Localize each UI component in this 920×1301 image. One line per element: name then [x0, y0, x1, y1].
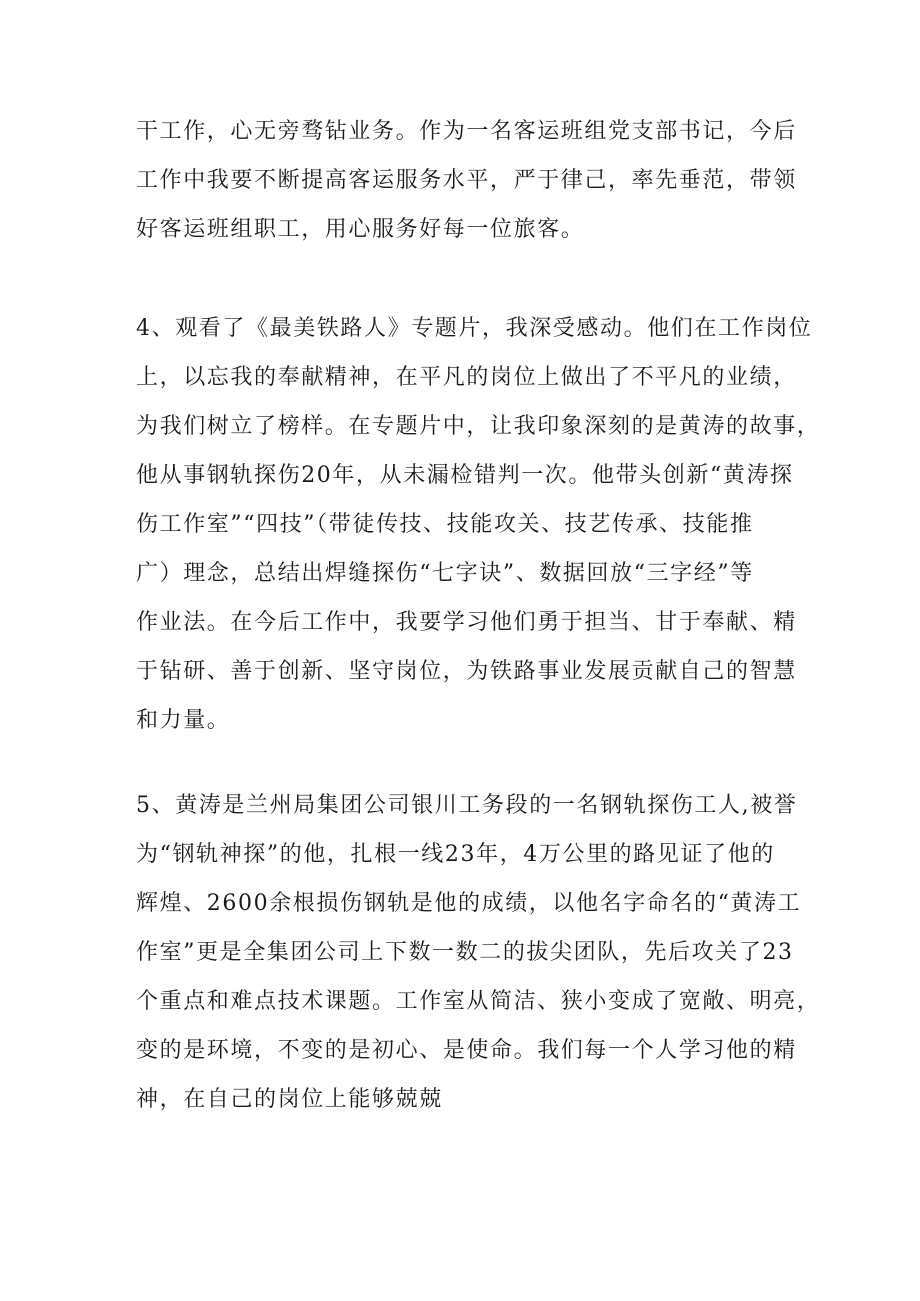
- paragraph-2-line-9: 和力量。: [136, 708, 231, 733]
- paragraph-1-line-2: 工作中我要不断提高客运服务水平，严于律己，率先垂范，带领: [136, 168, 797, 193]
- paragraph-3-line-6: 变的是环境，不变的是初心、是使命。我们每一个人学习他的精: [136, 1038, 797, 1063]
- paragraph-2-line-1: 4、观看了《最美铁路人》专题片，我深受感动。他们在工作岗位: [136, 316, 813, 341]
- paragraph-3-line-5: 个重点和难点技术课题。工作室从简洁、狭小变成了宽敞、明亮，: [136, 989, 821, 1014]
- paragraph-3-line-2: 为“钢轨神探”的他，扎根一线23年，4万公里的路见证了他的: [136, 842, 775, 867]
- paragraph-3-line-4: 作室”更是全集团公司上下数一数二的拔尖团队，先后攻关了23: [136, 940, 794, 965]
- paragraph-2-line-7: 作业法。在今后工作中，我要学习他们勇于担当、甘于奉献、精: [136, 610, 797, 635]
- paragraph-3-line-7: 神，在自己的岗位上能够兢兢: [136, 1087, 443, 1112]
- paragraph-2-line-3: 为我们树立了榜样。在专题片中，让我印象深刻的是黄涛的故事，: [136, 414, 821, 439]
- paragraph-1-line-3: 好客运班组职工，用心服务好每一位旅客。: [136, 217, 585, 242]
- paragraph-3-line-3: 辉煌、2600余根损伤钢轨是他的成绩，以他名字命名的“黄涛工: [136, 891, 802, 916]
- paragraph-2-line-4: 他从事钢轨探伤20年，从未漏检错判一次。他带头创新“黄涛探: [136, 463, 794, 488]
- paragraph-1-line-1: 干工作，心无旁骛钻业务。作为一名客运班组党支部书记，今后: [136, 119, 797, 144]
- paragraph-3-line-1: 5、黄涛是兰州局集团公司银川工务段的一名钢轨探伤工人,被誉: [136, 793, 798, 818]
- paragraph-2-line-8: 于钻研、善于创新、坚守岗位，为铁路事业发展贡献自己的智慧: [136, 659, 797, 684]
- paragraph-2-line-6: 广）理念，总结出焊缝探伤“七字诀”、数据回放“三字经”等: [136, 561, 754, 586]
- paragraph-2-line-2: 上，以忘我的奉献精神，在平凡的岗位上做出了不平凡的业绩，: [136, 365, 797, 390]
- paragraph-2-line-5: 伤工作室”“四技”（带徒传技、技能攻关、技艺传承、技能推: [136, 512, 754, 537]
